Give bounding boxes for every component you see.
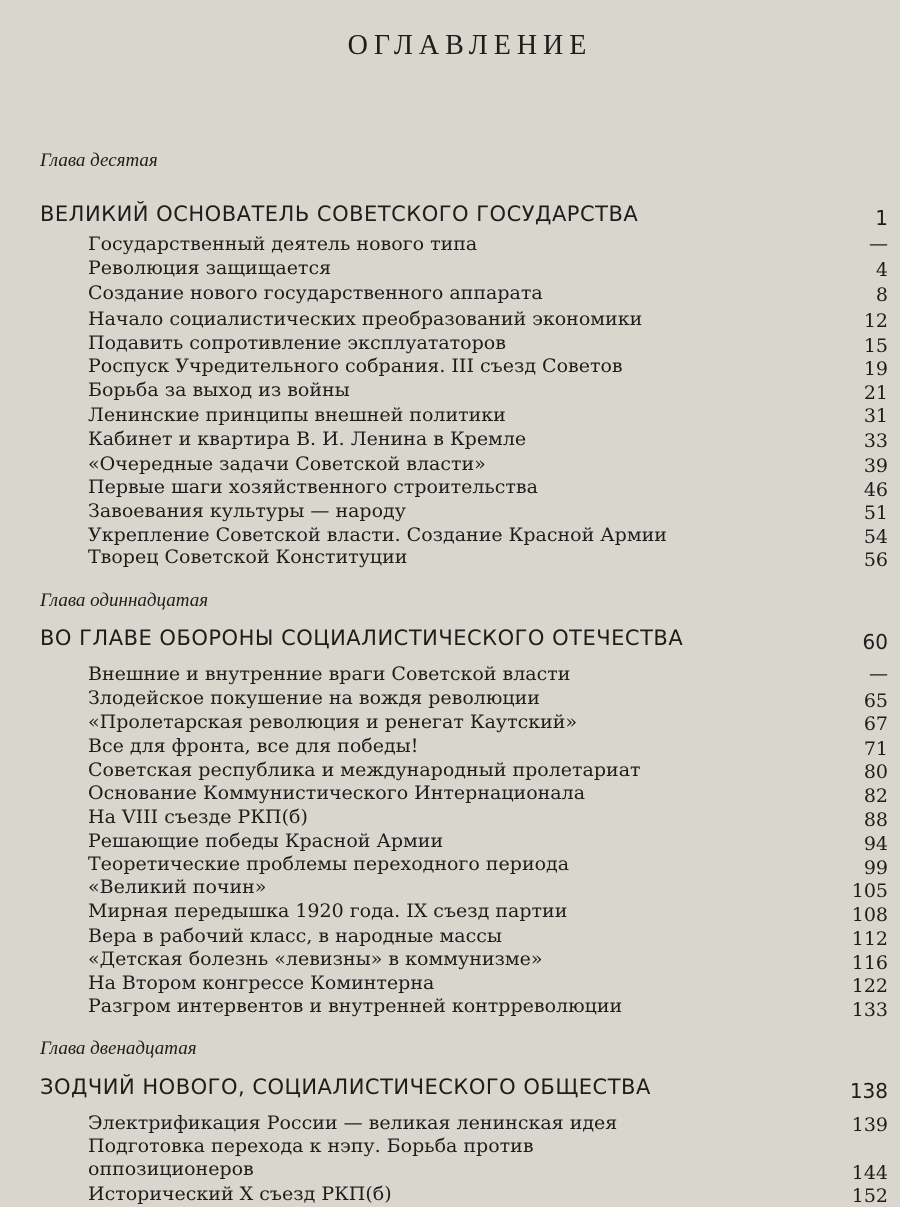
- toc-entry: Подавить сопротивление эксплуататоров: [88, 332, 506, 354]
- toc-page-number: 8: [875, 284, 888, 306]
- toc-entry: Начало социалистических преобразований экономики: [88, 308, 643, 330]
- page-title: ОГЛАВЛЕНИЕ: [347, 30, 593, 61]
- toc-entry: «Пролетарская революция и ренегат Каутский»: [88, 711, 578, 733]
- toc-page-number: 67: [863, 713, 888, 735]
- toc-entry: Революция защищается: [88, 257, 332, 279]
- toc-page-number: 116: [851, 952, 888, 974]
- toc-page-number: 152: [851, 1185, 888, 1207]
- toc-page-number: 21: [863, 382, 888, 404]
- toc-page-number: 105: [851, 880, 888, 902]
- toc-page-number: 19: [863, 358, 888, 380]
- toc-page-number: 139: [851, 1114, 888, 1136]
- toc-entry: Мирная передышка 1920 года. IX съезд партии: [88, 900, 568, 922]
- chapter-label: Глава одиннадцатая: [40, 590, 209, 611]
- toc-entry: Укрепление Советской власти. Создание Красной Армии: [88, 524, 667, 546]
- toc-entry: «Очередные задачи Советской власти»: [88, 453, 486, 475]
- toc-page-number: 51: [863, 502, 888, 524]
- toc-entry: На VIII съезде РКП(б): [88, 806, 308, 828]
- toc-entry: Вера в рабочий класс, в народные массы: [88, 925, 503, 947]
- toc-page-number: 65: [863, 690, 888, 712]
- toc-entry: Борьба за выход из войны: [88, 379, 350, 401]
- toc-entry: Злодейское покушение на вождя революции: [88, 687, 540, 709]
- toc-entry: Теоретические проблемы переходного периода: [88, 853, 570, 875]
- toc-page-number: —: [869, 663, 888, 685]
- toc-entry: Завоевания культуры — народу: [88, 500, 406, 522]
- toc-page-number: 12: [863, 310, 888, 332]
- toc-entry: Советская республика и международный пролетариат: [88, 759, 641, 781]
- toc-page-number: 15: [863, 335, 888, 357]
- chapter-heading: ВО ГЛАВЕ ОБОРОНЫ СОЦИАЛИСТИЧЕСКОГО ОТЕЧЕСТВА: [40, 626, 684, 650]
- toc-entry: Внешние и внутренние враги Советской власти: [88, 663, 571, 685]
- toc-page-number: —: [869, 233, 888, 255]
- toc-entry: Решающие победы Красной Армии: [88, 830, 444, 852]
- toc-entry: Подготовка перехода к нэпу. Борьба против оппозиционеров: [88, 1135, 534, 1180]
- toc-entry: Исторический X съезд РКП(б): [88, 1183, 392, 1205]
- toc-page-number: 88: [863, 809, 888, 831]
- toc-page-number: 71: [863, 738, 888, 760]
- toc-page-number: 56: [863, 549, 888, 571]
- toc-entry: «Детская болезнь «левизны» в коммунизме»: [88, 948, 543, 970]
- toc-page-number: 33: [863, 430, 888, 452]
- toc-page-number: 4: [875, 259, 888, 281]
- toc-page-number: 112: [851, 928, 888, 950]
- chapter-heading: ЗОДЧИЙ НОВОГО, СОЦИАЛИСТИЧЕСКОГО ОБЩЕСТВА: [40, 1075, 651, 1099]
- chapter-page-number: 60: [862, 630, 888, 654]
- toc-page-number: 94: [863, 833, 888, 855]
- toc-entry: Все для фронта, все для победы!: [88, 735, 419, 757]
- toc-entry: Основание Коммунистического Интернационала: [88, 782, 586, 804]
- toc-entry: Ленинские принципы внешней политики: [88, 404, 506, 426]
- toc-page-number: 80: [863, 761, 888, 783]
- toc-page-number: 31: [863, 405, 888, 427]
- toc-page-number: 39: [863, 455, 888, 477]
- toc-page-number: 46: [863, 479, 888, 501]
- chapter-label: Глава двенадцатая: [40, 1038, 197, 1059]
- toc-entry: Создание нового государственного аппарата: [88, 282, 543, 304]
- chapter-page-number: 138: [849, 1079, 888, 1103]
- toc-entry: Первые шаги хозяйственного строительства: [88, 476, 538, 498]
- chapter-label: Глава десятая: [40, 150, 158, 171]
- toc-entry: Государственный деятель нового типа: [88, 233, 478, 255]
- toc-entry: На Втором конгрессе Коминтерна: [88, 972, 435, 994]
- toc-page-number: 54: [863, 526, 888, 548]
- toc-entry: Роспуск Учредительного собрания. III съезд Советов: [88, 355, 623, 377]
- toc-entry: Разгром интервентов и внутренней контрреволюции: [88, 995, 623, 1017]
- toc-page-number: 82: [863, 785, 888, 807]
- chapter-page-number: 1: [875, 206, 888, 230]
- toc-page-number: 144: [851, 1162, 888, 1184]
- toc-entry: Кабинет и квартира В. И. Ленина в Кремле: [88, 428, 527, 450]
- toc-page-number: 99: [863, 857, 888, 879]
- toc-page-number: 108: [851, 904, 888, 926]
- chapter-heading: ВЕЛИКИЙ ОСНОВАТЕЛЬ СОВЕТСКОГО ГОСУДАРСТВА: [40, 202, 639, 226]
- toc-page-number: 122: [851, 975, 888, 997]
- toc-entry: Электрификация России — великая ленинская идея: [88, 1112, 618, 1134]
- toc-entry: «Великий почин»: [88, 876, 267, 898]
- toc-entry: Творец Советской Конституции: [88, 546, 408, 568]
- toc-page-number: 133: [851, 999, 888, 1021]
